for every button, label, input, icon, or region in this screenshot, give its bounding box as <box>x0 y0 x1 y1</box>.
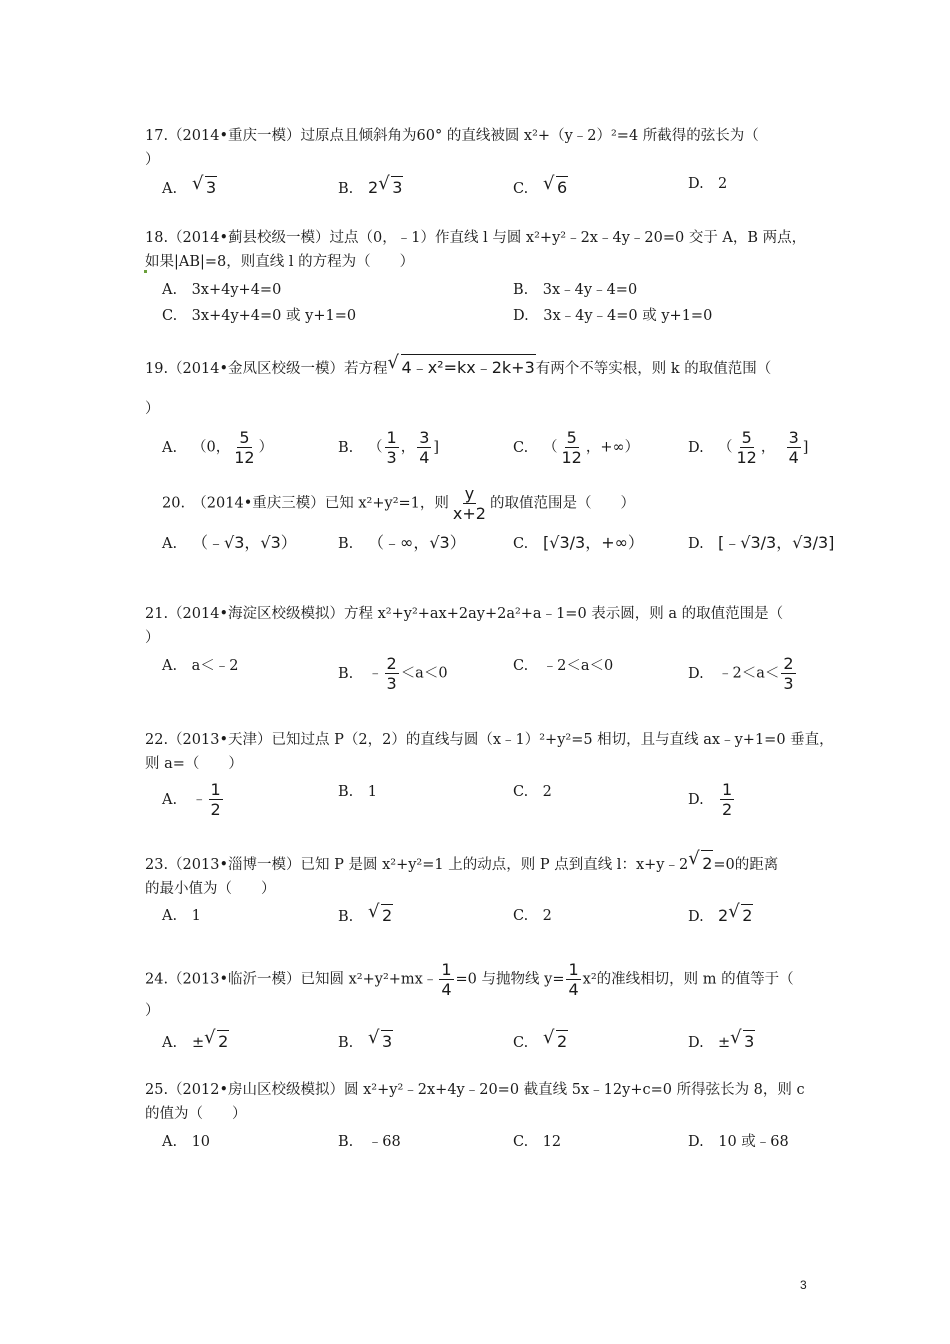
option-a: A. a＜﹣2 <box>162 658 239 674</box>
option-a: A. 1 <box>162 908 201 924</box>
question-19-stem-cont: ） <box>145 401 160 417</box>
option-c: C. 2 <box>513 784 552 800</box>
option-a: A. 3x+4y+4=0 <box>162 282 282 298</box>
question-17-stem-cont: ） <box>145 152 160 168</box>
question-21-stem: 21.（2014•海淀区校级模拟）方程 x²+y²+ax+2ay+2a²+a﹣1=0 表示圆，则 a 的取值范围是（ <box>145 606 784 622</box>
option-b: B. （ $\frac{1}{3}$ ， $\frac{3}{4}$ ] <box>338 428 440 467</box>
option-b: B. 3x﹣4y﹣4=0 <box>513 282 638 298</box>
option-d: D. 10 或﹣68 <box>688 1134 789 1150</box>
question-19 <box>145 354 825 421</box>
option-d: D. $\frac{1}{2}$ <box>688 780 733 819</box>
option-d: D. 3x﹣4y﹣4=0 或 y+1=0 <box>513 308 713 324</box>
option-a: A. ﹣ $\frac{1}{2}$ <box>162 780 221 819</box>
question-18 <box>145 226 825 274</box>
option-b: B.√ 3 <box>338 1030 393 1051</box>
option-c: C.√ 6 <box>513 176 568 197</box>
option-a: A. 10 <box>162 1134 211 1150</box>
option-c: C. （ $\frac{5}{12}$ ，+∞） <box>513 428 640 467</box>
question-24 <box>145 960 825 1023</box>
question-21 <box>145 602 825 650</box>
option-a: A. （0， $\frac{5}{12}$ ） <box>162 428 274 467</box>
question-20 <box>162 484 842 523</box>
option-c: C. 2 <box>513 908 552 924</box>
question-17-stem: 17.（2014•重庆一模）过原点且倾斜角为60° 的直线被圆 x²+（y﹣2）²=4 所截得的弦长为（ <box>145 128 759 144</box>
option-c: C. 3x+4y+4=0 或 y+1=0 <box>162 308 357 324</box>
option-d: D. 2 <box>688 176 728 192</box>
question-25-stem: 25.（2012•房山区校级模拟）圆 x²+y²﹣2x+4y﹣20=0 截直线 5x﹣12y+c=0 所得弦长为 8，则 c <box>145 1082 805 1098</box>
option-d: D. ±√ 3 <box>688 1030 755 1051</box>
question-18-stem-cont: 如果|AB|=8，则直线 l 的方程为（ ） <box>145 254 415 270</box>
option-b: B. 2√ 3 <box>338 176 403 197</box>
question-17 <box>145 124 825 172</box>
option-b: B. ﹣ $\frac{2}{3}$ ＜a＜0 <box>338 654 448 693</box>
question-23-stem-cont: 的最小值为（ ） <box>145 881 276 897</box>
question-22-stem-cont: 则 a=（ ） <box>145 756 243 772</box>
option-c: C.√ 2 <box>513 1030 568 1051</box>
question-23-stem: 23.（2013•淄博一模）已知 P 是圆 x²+y²=1 上的动点，则 P 点到直线 l：x+y﹣2√ 2=0的距离 <box>145 850 825 877</box>
option-c: C. ﹣2＜a＜0 <box>513 658 614 674</box>
option-d: D. （ $\frac{5}{12}$ ， $\frac{3}{4}$ ] <box>688 428 809 467</box>
option-b: B. （﹣∞，√3） <box>338 533 466 552</box>
question-24-stem-cont: ） <box>145 1003 160 1019</box>
question-23 <box>145 850 825 901</box>
option-c: C. 12 <box>513 1134 562 1150</box>
question-25 <box>145 1078 825 1126</box>
question-19-stem: 19.（2014•金凤区校级一模）若方程√ 4﹣x²=kx﹣2k+3有两个不等实根，则 k 的取值范围（ <box>145 354 825 381</box>
option-b: B. 1 <box>338 784 377 800</box>
option-d: D. 2√ 2 <box>688 904 753 925</box>
option-d: D. ﹣2＜a＜ $\frac{2}{3}$ <box>688 654 794 693</box>
question-20-stem: 20. （2014•重庆三模）已知 x²+y²=1，则 $\frac{y}{x+2}$ 的取值范围是（ ） <box>162 484 635 523</box>
question-22-stem: 22.（2013•天津）已知过点 P（2，2）的直线与圆（x﹣1）²+y²=5 相切，且与直线 ax﹣y+1=0 垂直， <box>145 732 834 748</box>
question-22 <box>145 728 834 776</box>
question-25-stem-cont: 的值为（ ） <box>145 1106 247 1122</box>
option-b: B.√ 2 <box>338 904 393 925</box>
question-24-stem: 24.（2013•临沂一模）已知圆 x²+y²+mx﹣ $\frac{1}{4}$ =0 与抛物线 y= $\frac{1}{4}$ x²的准线相切，则 m 的值等于（ <box>145 960 794 999</box>
option-a: A.√ 3 <box>162 176 217 197</box>
question-18-stem: 18.（2014•蓟县校级一模）过点（0，﹣1）作直线 l 与圆 x²+y²﹣2x﹣4y﹣20=0 交于 A，B 两点， <box>145 230 807 246</box>
question-21-stem-cont: ） <box>145 630 160 646</box>
option-a: A. （﹣√3，√3） <box>162 533 297 552</box>
option-b: B. ﹣68 <box>338 1134 401 1150</box>
option-c: C. [√3/3，+∞） <box>513 533 644 552</box>
page-number: 3 <box>800 1278 807 1292</box>
option-d: D. [﹣√3/3，√3/3] <box>688 533 835 552</box>
option-a: A. ±√ 2 <box>162 1030 229 1051</box>
